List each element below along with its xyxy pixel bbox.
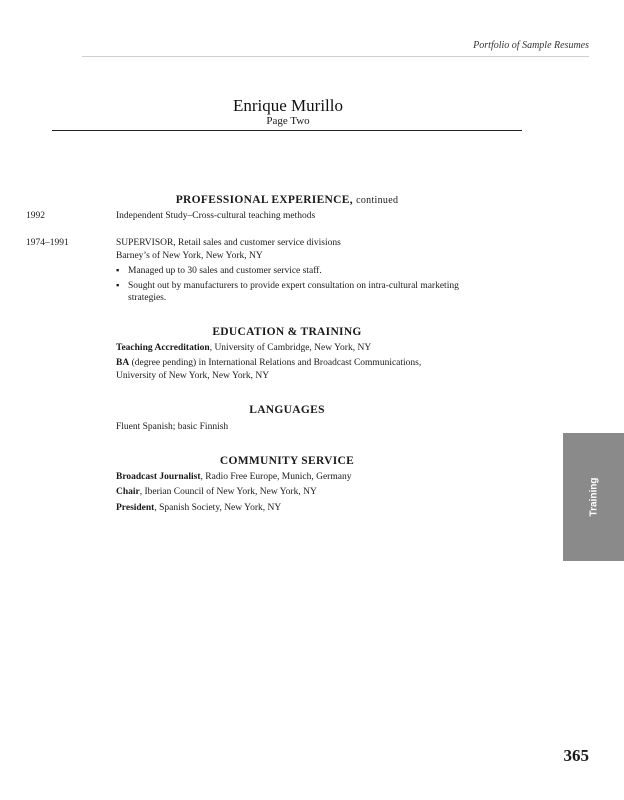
community-item-detail: , Radio Free Europe, Munich, Germany xyxy=(200,472,352,482)
entry-employer: Barney’s of New York, New York, NY xyxy=(116,251,263,261)
page-label: Page Two xyxy=(266,115,310,127)
name-rule xyxy=(52,130,522,131)
bullet-icon: ▪ xyxy=(116,281,120,291)
community-item xyxy=(116,471,351,484)
running-head: Portfolio of Sample Resumes xyxy=(473,40,589,51)
entry-line: Independent Study–Cross-cultural teaching methods xyxy=(116,211,316,221)
community-heading: COMMUNITY SERVICE xyxy=(219,455,355,467)
experience-heading-text: PROFESSIONAL EXPERIENCE, xyxy=(175,194,353,206)
header-rule xyxy=(82,56,589,57)
education-heading: EDUCATION & TRAINING xyxy=(212,326,362,338)
entry-years: 1992 xyxy=(26,211,45,221)
page-number: 365 xyxy=(563,746,589,765)
education-item-detail: , University of Cambridge, New York, NY xyxy=(209,343,372,353)
entry-years: 1974–1991 xyxy=(26,238,69,248)
resume-name: Enrique Murillo xyxy=(232,96,343,115)
community-item-title: Broadcast Journalist xyxy=(116,472,201,482)
languages-heading: LANGUAGES xyxy=(249,404,325,416)
section-thumb-tab-label: Training xyxy=(588,477,599,517)
bullet-text-continued: strategies. xyxy=(128,293,167,303)
entry-line: SUPERVISOR, Retail sales and customer service divisions xyxy=(116,238,341,248)
languages-text: Fluent Spanish; basic Finnish xyxy=(116,422,229,432)
bullet-text: Sought out by manufacturers to provide expert consultation on intra-cultural marketing xyxy=(128,281,459,291)
bullet-item xyxy=(116,280,459,293)
community-item-title: President xyxy=(116,503,155,513)
community-item xyxy=(116,502,281,515)
education-item xyxy=(116,342,371,355)
experience-heading xyxy=(52,194,522,206)
bullet-item xyxy=(116,265,322,278)
community-item xyxy=(116,486,317,499)
community-item-title: Chair xyxy=(116,487,140,497)
community-item-detail: , Iberian Council of New York, New York, NY xyxy=(139,487,317,497)
bullet-icon: ▪ xyxy=(116,266,120,276)
bullet-text: Managed up to 30 sales and customer service staff. xyxy=(128,266,322,276)
section-thumb-tab xyxy=(563,433,624,561)
experience-heading-suffix: continued xyxy=(356,195,399,206)
education-item-title: Teaching Accreditation xyxy=(116,343,210,353)
education-item-continued: University of New York, New York, NY xyxy=(116,371,270,381)
education-item-title: BA xyxy=(116,358,130,368)
education-item xyxy=(116,357,421,370)
education-item-detail: (degree pending) in International Relations and Broadcast Communications, xyxy=(129,358,422,368)
community-item-detail: , Spanish Society, New York, NY xyxy=(154,503,282,513)
